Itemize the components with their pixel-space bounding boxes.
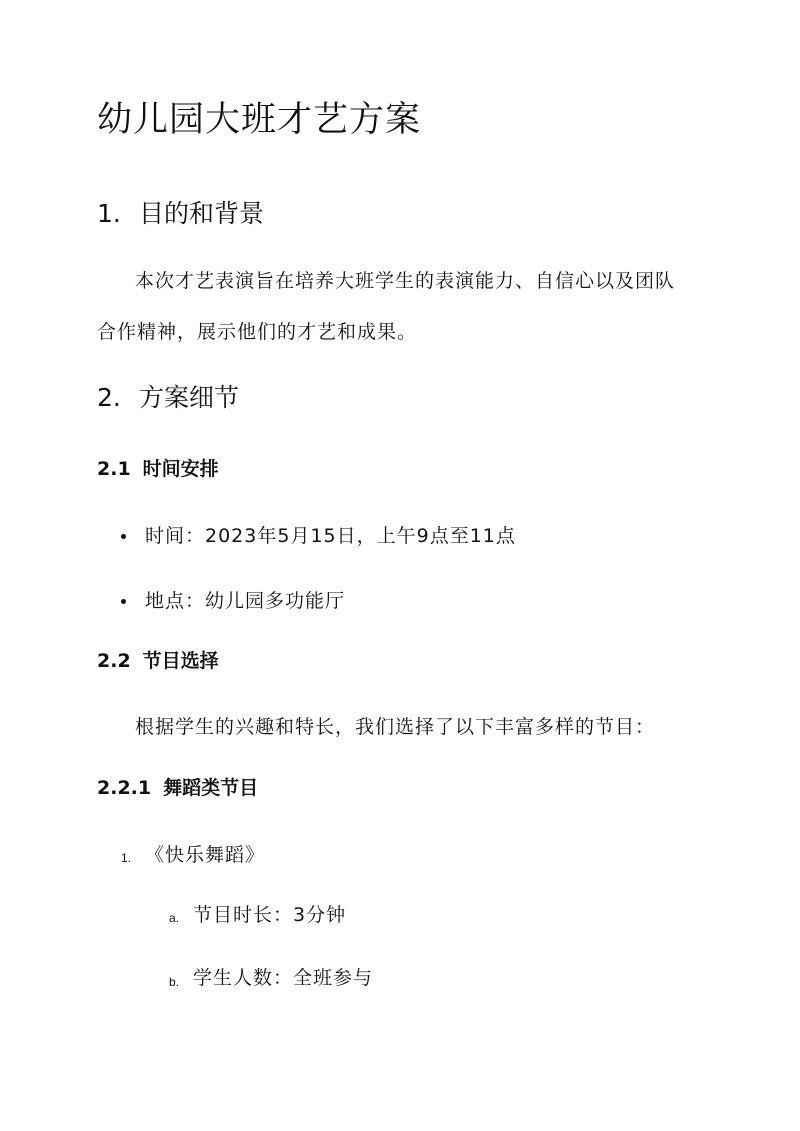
sub-list-marker: b. — [169, 975, 180, 989]
section-1-heading — [97, 198, 264, 230]
list-item-location: 地点：幼儿园多功能厅 — [145, 590, 346, 612]
section-2-title: 方案细节 — [139, 383, 240, 412]
program-title: 《快乐舞蹈》 — [145, 844, 266, 866]
list-item-time: 时间：2023年5月15日，上午9点至11点 — [145, 525, 516, 547]
subsection-2-1-heading — [97, 456, 219, 482]
ordered-list-marker: 1. — [121, 851, 132, 865]
subsection-2-1-number: 2.1 — [97, 458, 131, 480]
subsection-2-2-heading — [97, 648, 219, 674]
subsection-2-2-number: 2.2 — [97, 650, 131, 672]
section-2-heading — [97, 382, 239, 414]
subsection-2-1-title: 时间安排 — [142, 458, 219, 480]
section-2-number: 2. — [97, 383, 121, 412]
section-1-title: 目的和背景 — [139, 199, 265, 228]
subsection-2-2-title: 节目选择 — [142, 650, 219, 672]
program-participants: 学生人数：全班参与 — [193, 967, 374, 989]
sub-list-marker: a. — [169, 911, 180, 925]
subsection-2-2-1-number: 2.2.1 — [97, 777, 152, 799]
program-duration: 节目时长：3分钟 — [193, 904, 347, 926]
subsection-2-2-1-title: 舞蹈类节目 — [163, 777, 259, 799]
section-1-number: 1. — [97, 199, 121, 228]
subsection-2-2-1-heading — [97, 775, 258, 801]
subsection-2-2-paragraph: 根据学生的兴趣和特长，我们选择了以下丰富多样的节目： — [135, 716, 656, 738]
section-1-paragraph-line-2: 合作精神，展示他们的才艺和成果。 — [97, 321, 418, 343]
bullet-dot — [121, 534, 126, 539]
section-1-paragraph-line-1: 本次才艺表演旨在培养大班学生的表演能力、自信心以及团队 — [135, 270, 676, 292]
bullet-dot — [121, 599, 126, 604]
document-title: 幼儿园大班才艺方案 — [97, 100, 422, 140]
